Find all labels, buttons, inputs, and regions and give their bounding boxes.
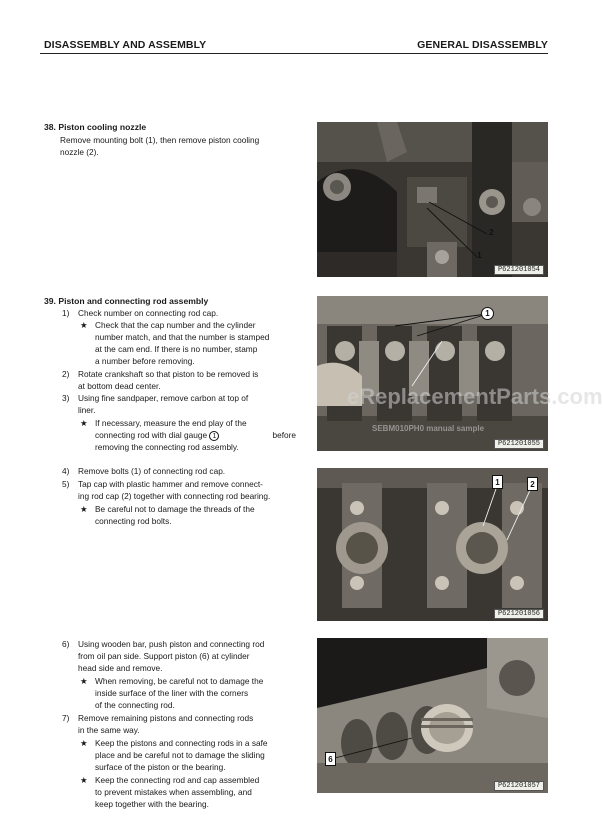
photo-3-image xyxy=(317,468,548,621)
step-7-star-1: ★ xyxy=(80,738,88,748)
step-1-note-line: Check that the cap number and the cylinder xyxy=(95,320,256,330)
photo-2-watermark: eReplacementParts.com xyxy=(347,384,603,409)
step-5-line: ing rod cap (2) together with connecting rod bearing. xyxy=(78,491,271,501)
step-7-note-2-line: to prevent mistakes when assembling, and xyxy=(95,787,252,797)
photo-rod-cap-bolts xyxy=(317,468,548,621)
step-6-note-line: When removing, be careful not to damage the xyxy=(95,676,264,686)
header-right-title: GENERAL DISASSEMBLY xyxy=(417,39,548,51)
step-7-note-2-line: keep together with the bearing. xyxy=(95,799,209,809)
section-39-title: 39. Piston and connecting rod assembly xyxy=(44,296,209,306)
step-1-number: 1) xyxy=(62,308,70,318)
step-7-note-1-line: place and be careful not to damage the sliding xyxy=(95,750,265,760)
step-1-note-line: number match, and that the number is stamped xyxy=(95,332,270,342)
section-38-line-1: Remove mounting bolt (1), then remove piston cooling xyxy=(60,135,260,145)
step-7-line: Remove remaining pistons and connecting rods xyxy=(78,713,254,723)
step-6-note-line: inside surface of the liner with the corners xyxy=(95,688,249,698)
step-3-number: 3) xyxy=(62,393,70,403)
step-5-line: Tap cap with plastic hammer and remove connect- xyxy=(78,479,263,489)
step-5-star: ★ xyxy=(80,504,88,514)
photo-4-callout-6: 6 xyxy=(325,752,336,766)
photo-4-image xyxy=(317,638,548,793)
step-7-star-2: ★ xyxy=(80,775,88,785)
header-left-title: DISASSEMBLY AND ASSEMBLY xyxy=(44,39,207,51)
step-3-line: Using fine sandpaper, remove carbon at top of xyxy=(78,393,249,403)
step-3-note-part: before xyxy=(272,430,296,440)
step-1-note-line: at the cam end. If there is no number, stamp xyxy=(95,344,258,354)
photo-1-code: P621201054 xyxy=(494,265,544,275)
step-3-note-line xyxy=(95,429,296,441)
step-6-line: from oil pan side. Support piston (6) at cylinder xyxy=(78,651,250,661)
photo-4-code: P621201057 xyxy=(494,781,544,791)
step-7-note-1-line: Keep the pistons and connecting rods in a safe xyxy=(95,738,268,748)
section-38-line-2: nozzle (2). xyxy=(60,147,99,157)
step-4-number: 4) xyxy=(62,466,70,476)
step-5-note-line: connecting rod bolts. xyxy=(95,516,172,526)
step-1-star: ★ xyxy=(80,320,88,330)
photo-3-code: P621201056 xyxy=(494,609,544,619)
step-7-number: 7) xyxy=(62,713,70,723)
photo-1-callout-2: 2 xyxy=(489,227,494,237)
step-5-number: 5) xyxy=(62,479,70,489)
step-7-line: in the same way. xyxy=(78,725,140,735)
step-3-note-line: If necessary, measure the end play of the xyxy=(95,418,247,428)
photo-3-callout-2: 2 xyxy=(527,477,538,491)
photo-3-callout-1: 1 xyxy=(492,475,503,489)
photo-piston-cooling-nozzle xyxy=(317,122,548,277)
photo-1-callout-1: 1 xyxy=(477,250,482,260)
step-6-note-line: of the connecting rod. xyxy=(95,700,175,710)
photo-2-callout-1: 1 xyxy=(481,307,494,320)
step-6-line: Using wooden bar, push piston and connecting rod xyxy=(78,639,265,649)
step-2-line: Rotate crankshaft so that piston to be removed is xyxy=(78,369,259,379)
step-3-star: ★ xyxy=(80,418,88,428)
step-2-line: at bottom dead center. xyxy=(78,381,161,391)
step-3-note-line: removing the connecting rod assembly. xyxy=(95,442,239,452)
photo-connecting-rod-caps xyxy=(317,296,603,451)
photo-2-watermark-2: SEBM010PH0 manual sample xyxy=(372,424,485,433)
photo-1-image xyxy=(317,122,548,277)
step-5-note-line: Be careful not to damage the threads of the xyxy=(95,504,255,514)
step-1-note-line: a number before removing. xyxy=(95,356,195,366)
step-2-number: 2) xyxy=(62,369,70,379)
photo-piston-removal xyxy=(317,638,548,793)
step-1-text: Check number on connecting rod cap. xyxy=(78,308,219,318)
step-3-line: liner. xyxy=(78,405,96,415)
step-6-number: 6) xyxy=(62,639,70,649)
section-38-title: 38. Piston cooling nozzle xyxy=(44,122,147,132)
step-6-line: head side and remove. xyxy=(78,663,163,673)
photo-2-code: P621201055 xyxy=(494,439,544,449)
step-6-star: ★ xyxy=(80,676,88,686)
step-7-note-2-line: Keep the connecting rod and cap assembled xyxy=(95,775,260,785)
step-3-note-part: connecting rod with dial gauge xyxy=(95,430,208,440)
header-divider xyxy=(40,53,548,54)
dial-gauge-circle-number: 1 xyxy=(209,431,219,441)
step-7-note-1-line: surface of the piston or the bearing. xyxy=(95,762,226,772)
step-4-text: Remove bolts (1) of connecting rod cap. xyxy=(78,466,226,476)
